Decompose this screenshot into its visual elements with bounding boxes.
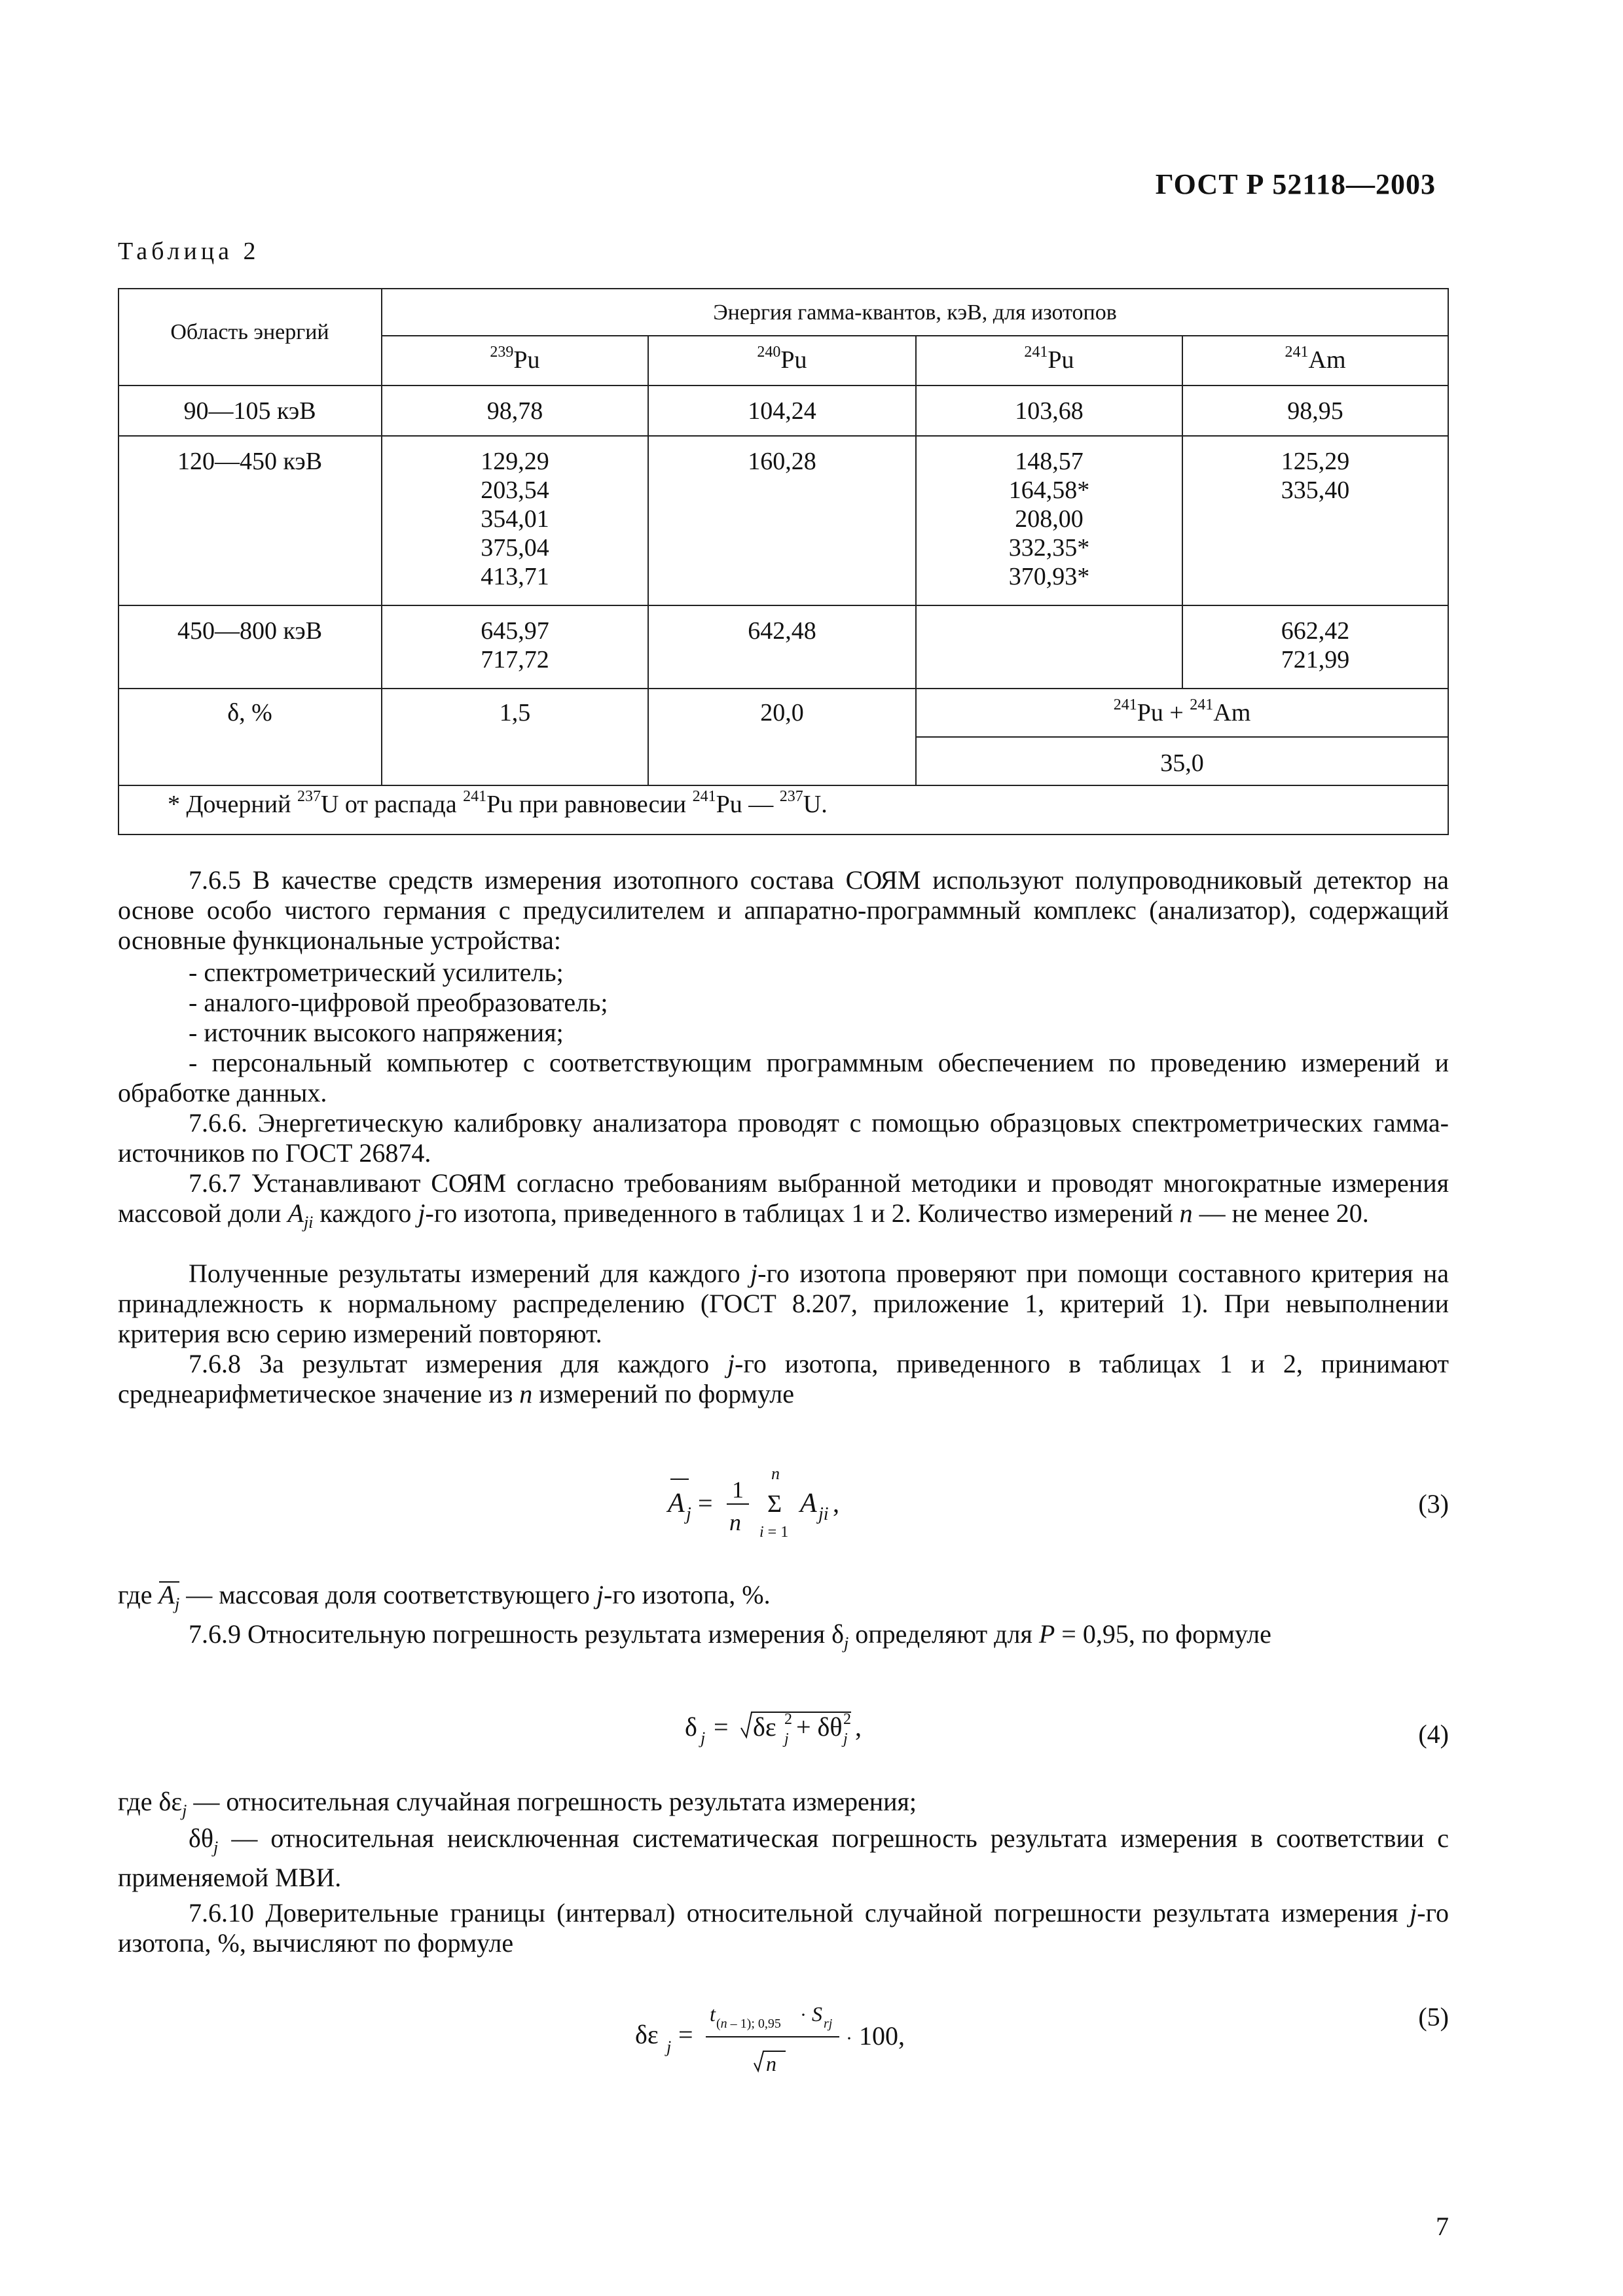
cell-value: 103,68: [1015, 397, 1084, 425]
cell-value: 129,29 203,54 354,01 375,04 413,71: [481, 448, 549, 590]
document-standard-header: ГОСТ Р 52118—2003: [1155, 168, 1436, 200]
header-energy-range: Область энергий: [170, 320, 329, 344]
row-range: 120—450 кэВ: [177, 448, 323, 475]
cell-value: 98,95: [1287, 397, 1343, 425]
cell-value: 642,48: [748, 617, 816, 645]
delta-combined-value: 35,0: [1160, 749, 1204, 777]
svg-text:δε: δε: [635, 2020, 659, 2049]
paragraph-7-6-7-criteria: Полученные результаты измерений для каждого j-го изотопа проверяют при помощи составного критерия на принадлежность к нормальному распределению (ГОСТ 8.207, приложение 1, критерий 1). При невыполнении критерия всю серию измерений повторяют.: [118, 1259, 1450, 1348]
svg-text:=: =: [698, 1488, 713, 1518]
equation-number: (4): [1418, 1719, 1449, 1749]
svg-text:A: A: [800, 1488, 817, 1518]
cell-value: 662,42 721,99: [1281, 617, 1350, 673]
svg-text:2: 2: [784, 1711, 792, 1728]
cell-value: 148,57 164,58* 208,00 332,35* 370,93*: [1008, 448, 1090, 590]
where-4-systematic: $\delta\theta_j$ — относительная неисключенная систематическая погрешность результата измерения в соответствии с применяемой МВИ.: [118, 1823, 1449, 1892]
svg-text:rj: rj: [824, 2017, 833, 2031]
svg-text:100,: 100,: [859, 2021, 905, 2051]
header-gamma-energy-group: Энергия гамма-квантов, кэВ, для изотопов: [713, 300, 1117, 325]
cell-value: 104,24: [748, 397, 816, 425]
table-caption: Таблица 2: [118, 238, 260, 265]
delta-label: δ, %: [227, 699, 272, 726]
svg-text:·: ·: [846, 2028, 852, 2049]
cell-value: 125,29 335,40: [1281, 448, 1350, 504]
svg-text:j: j: [666, 2037, 672, 2056]
svg-text:n: n: [766, 2052, 776, 2075]
svg-text:,: ,: [833, 1488, 839, 1518]
paragraph-7-6-8: 7.6.8 За результат измерения для каждого j-го изотопа, приведенного в таблицах 1 и 2, принимают среднеарифметическое значение из n измерений по формуле: [118, 1349, 1450, 1408]
svg-text:j: j: [686, 1504, 691, 1524]
cell-value: 98,78: [486, 397, 543, 425]
svg-text:(n – 1); 0,95: (n – 1); 0,95: [716, 2017, 781, 2031]
svg-text:n: n: [771, 1464, 780, 1483]
formula-3-mean: [655, 1460, 890, 1558]
svg-text:δ: δ: [685, 1712, 697, 1742]
isotope-header-pu239: $^{239}$Pu: [490, 344, 540, 374]
svg-text:ji: ji: [818, 1504, 829, 1524]
where-3: где $A_j$ — массовая доля соответствующего j-го изотопа, %.: [118, 1580, 1449, 1617]
svg-text:j: j: [843, 1731, 848, 1748]
svg-text:δε: δε: [753, 1712, 776, 1742]
delta-pu240: 20,0: [760, 699, 804, 726]
svg-text:2: 2: [843, 1711, 851, 1728]
row-range: 450—800 кэВ: [177, 617, 323, 645]
svg-text:+ δθ: + δθ: [796, 1712, 843, 1742]
isotope-header-pu240: $^{240}$Pu: [757, 344, 807, 374]
list-item: - персональный компьютер с соответствующим программным обеспечением по проведению измерений и обработке данных.: [118, 1048, 1449, 1107]
row-range: 90—105 кэВ: [183, 397, 316, 425]
isotope-header-pu241: $^{241}$Pu: [1024, 344, 1074, 374]
svg-text:n: n: [729, 1509, 741, 1535]
paragraph-7-6-7: 7.6.7 Устанавливают СОЯМ согласно требованиям выбранной методики и проводят многократные измерения массовой доли $A_{ji}$ каждого j-го изотопа, приведенного в таблицах 1 и 2. Количество измерений n — не менее 20.: [118, 1168, 1449, 1232]
svg-text:i = 1: i = 1: [759, 1524, 789, 1541]
svg-text:1: 1: [732, 1477, 744, 1503]
svg-text:=: =: [714, 1712, 729, 1742]
isotope-energy-table: [118, 288, 1449, 835]
list-item: - спектрометрический усилитель;: [189, 958, 564, 987]
cell-value: 160,28: [748, 448, 816, 475]
isotope-header-am241: $^{241}$Am: [1285, 344, 1346, 374]
table-footnote: * Дочерний $^{237}$U от распада $^{241}$Pu при равновесии $^{241}$Pu — $^{237}$U.: [168, 788, 828, 818]
list-item: - источник высокого напряжения;: [189, 1018, 564, 1047]
delta-pu239: 1,5: [499, 699, 531, 726]
paragraph-7-6-9: 7.6.9 Относительную погрешность результата измерения $\delta_j$ определяют для P = 0,95, по формуле: [189, 1619, 1271, 1653]
delta-combined-header: $^{241}$Pu + $^{241}$Am: [1113, 696, 1251, 726]
equation-number: (5): [1418, 2002, 1449, 2032]
svg-text:j: j: [784, 1731, 789, 1748]
where-4: где $\delta\varepsilon_j$ — относительная случайная погрешность результата измерения;: [118, 1787, 917, 1820]
formula-4-total-error: [681, 1695, 890, 1761]
svg-text:j: j: [701, 1729, 706, 1748]
paragraph-7-6-10: 7.6.10 Доверительные границы (интервал) относительной случайной погрешности результата измерения j-го изотопа, %, вычисляют по формуле: [118, 1898, 1449, 1958]
svg-text:A: A: [668, 1488, 685, 1518]
formula-5-confidence-limits: [629, 1990, 930, 2094]
page-number: 7: [1436, 2212, 1449, 2241]
svg-text:=: =: [678, 2020, 693, 2049]
svg-text:·: ·: [800, 2004, 807, 2026]
list-item: - аналого-цифровой преобразователь;: [189, 988, 608, 1017]
svg-text:t: t: [710, 2002, 716, 2026]
svg-text:,: ,: [855, 1712, 862, 1742]
paragraph-7-6-5: 7.6.5 В качестве средств измерения изотопного состава СОЯМ используют полупроводниковый детектор на основе особо чистого германия с предусилителем и аппаратно-программный комплекс (анализатор), содержащий основные функциональные устройства:: [118, 865, 1449, 955]
cell-value: 645,97 717,72: [481, 617, 549, 673]
paragraph-7-6-6: 7.6.6. Энергетическую калибровку анализатора проводят с помощью образцовых спектрометрических гамма-источников по ГОСТ 26874.: [118, 1108, 1449, 1168]
svg-text:S: S: [812, 2002, 822, 2026]
equation-number: (3): [1418, 1489, 1449, 1518]
svg-text:Σ: Σ: [767, 1490, 782, 1518]
